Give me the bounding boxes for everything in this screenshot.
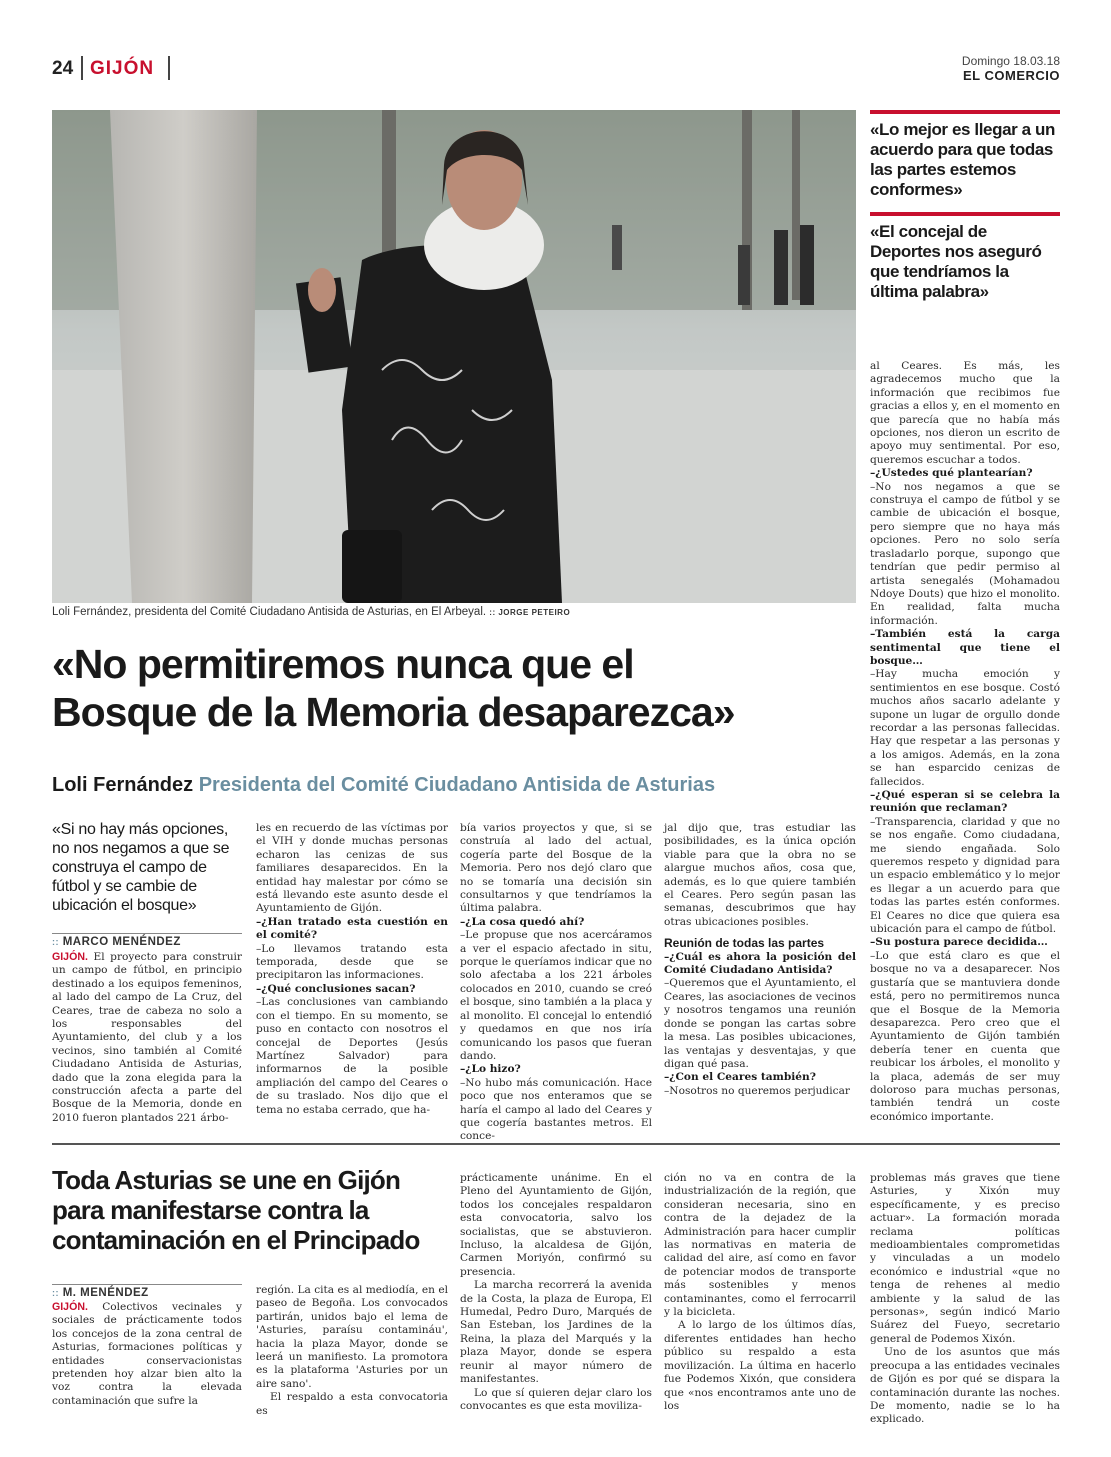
interview-question: –¿Qué conclusiones sacan?: [256, 982, 416, 995]
highlight-quote-text: «El concejal de Deportes nos aseguró que tendríamos la última palabra»: [870, 222, 1042, 301]
headline-line: Bosque de la Memoria desaparezca»: [52, 689, 735, 735]
article-column: [664, 822, 856, 1134]
interview-question: –¿Con el Ceares también?: [664, 1071, 816, 1084]
interview-answer: –Lo que está claro es que el bosque no va a desaparecer. Nos gustaría que se mantuviera donde está, pero no permitiremos nunca que el Bosque de la Memoria desaparezca. Pero creo que el Ayuntamiento de Gijón también debería tener en cuenta que reubicar los árboles, el monolito y la placa, además de ser muy doloroso para muchas personas, también tendrá un coste económico importante.: [870, 949, 1060, 1123]
interviewee-role: Presidenta del Comité Ciudadano Antisida de Asturias: [198, 774, 716, 796]
highlight-quotes: [870, 110, 1060, 314]
article-paragraph: La marcha recorrerá la avenida de la Costa, la plaza de Europa, El Humedal, Pedro Duro, Marqués de San Esteban, los Jardines de la Reina, la plaza del Marqués y la plaza Mayor, donde se espera reunir al mayor número de manifestantes.: [460, 1279, 652, 1386]
interview-question: –¿Lo hizo?: [460, 1063, 521, 1076]
article-paragraph: Uno de los asuntos que más preocupa a las entidades vecinales de Gijón es por qué se dispara la contaminación durante las noches. De momento, nadie se lo ha explicado.: [870, 1346, 1060, 1426]
body-text: El proyecto para construir un campo de fútbol, en principio destinado a los equipos femeninos, al lado del campo de La Cruz, del Ceares, trae de cabeza no solo a los responsables del Ayuntamiento, del club y a los vecinos, sino también al Comité Ciudadano Antisida de Asturias, dado que la zona elegida para la construcción afecta a parte del Bosque de la Memoria, donde en 2010 fueron plantados 221 árbo-: [52, 951, 242, 1124]
interviewee-line: [52, 774, 852, 797]
interview-answer: –Las conclusiones van cambiando con el tiempo. En su momento, se puso en contacto con nosotros el concejal de Deportes (Jesús Martínez Salvador) para informarnos de la posible ampliación del campo del Ceares o de su traslado. Nos dijo que el tema no estaba cerrado, que ha-: [256, 996, 448, 1116]
interview-answer: –Le propuse que nos acercáramos a ver el espacio afectado in situ, porque le queríamos indicar que no solo afectaba a los 221 árboles colocados en 2010, cuando se creó el bosque, sino también a la placa y al monolito. El concejal lo entendió y quedamos en que nos iría comunicando los pasos que fueran dando.: [460, 929, 652, 1062]
interview-question: –¿Han tratado esta cuestión en el comité?: [256, 915, 448, 942]
article-headline: [52, 640, 852, 736]
section-name: GIJÓN: [90, 58, 155, 79]
body-text: Colectivos vecinales y sociales de prácticamente todos los concejos de la zona central de Asturias, formaciones políticas y entidades conservacionistas pretenden hoy alzar bien alto la voz contra la elevada contaminación que sufre la: [52, 1301, 243, 1407]
interview-question: –¿Qué esperan si se celebra la reunión que reclaman?: [870, 789, 1060, 815]
interview-question: –¿Cuál es ahora la posición del Comité Ciudadano Antisida?: [664, 950, 856, 977]
author-name: M. MENÉNDEZ: [62, 1287, 149, 1299]
article-paragraph: ción no va en contra de la industrialización de la región, que consideran necesaria, sino en contra de la dejadez de la Administración para hacer cumplir las normativas en materia de calidad del aire, así como en favor de potenciar modos de transporte más sostenibles y menos contaminantes, como el ferrocarril y la bicicleta.: [664, 1172, 856, 1319]
interview-answer: –Hay mucha emoción y sentimientos en ese bosque. Costó muchos años sacarlo adelante y supone un lugar de orgullo donde recordar a las personas fallecidas. Hay que respetar a las personas y a los amigos. Además, en la zona se han esparcido cenizas de fallecidos.: [870, 668, 1060, 788]
page-number: 24: [52, 58, 74, 79]
interview-answer: –Transparencia, claridad y que no se nos engañe. Como ciudadana, me siendo engañada. Solo queremos respeto y dignidad para un espacio emblemático y lo mejor es llegar a un acuerdo para que todas las partes estén conformes. El Ceares no dice que quiera esa ubicación para el campo de fútbol.: [870, 815, 1060, 936]
author-dots: ::: [52, 937, 59, 947]
page-header: [52, 52, 1060, 86]
interview-question: –¿La cosa quedó ahí?: [460, 915, 585, 928]
dateline-city: GIJÓN.: [52, 1301, 88, 1313]
highlight-quote: [870, 110, 1060, 200]
interview-answer: –No hubo más comunicación. Hace poco que nos enteramos que se haría el campo al lado del Ceares y que cogería bastantes metros. El conce-: [460, 1076, 652, 1143]
interviewee-name: Loli Fernández: [52, 774, 194, 796]
highlight-quote: [870, 212, 1060, 302]
article-headline: Toda Asturias se une en Gijón para manifestarse contra la contaminación en el Principado: [52, 1165, 420, 1255]
article-paragraph: [52, 951, 242, 1125]
article-column: [460, 1172, 652, 1452]
article-subhead: Reunión de todas las partes: [664, 936, 825, 951]
article-column: [52, 951, 242, 1131]
headline-line: «No permitiremos nunca que el: [52, 641, 634, 687]
article-paragraph: Lo que sí quieren dejar claro los convocantes es que esta moviliza-: [460, 1386, 652, 1412]
photo-credit: :: JORGE PETEIRO: [489, 608, 571, 617]
interview-answer: –Queremos que el Ayuntamiento, el Ceares, las asociaciones de vecinos y nosotros tengamos una reunión donde se pongan las cartas sobre la mesa. Las posibles ubicaciones, las ventajas y desventajas, y que digan qué pasa.: [664, 977, 856, 1070]
caption-text: Loli Fernández, presidenta del Comité Ciudadano Antisida de Asturias, en El Arbeyal.: [52, 606, 487, 618]
article-paragraph: El respaldo a esta convocatoria es: [256, 1391, 448, 1417]
article-column: [460, 822, 652, 1143]
article-paragraph: [52, 1301, 242, 1408]
header-divider: [81, 56, 83, 80]
header-divider: [168, 56, 170, 80]
interview-question: –¿Ustedes qué plantearían?: [870, 467, 1033, 480]
article-column: [256, 822, 448, 1134]
article-paragraph: bía varios proyectos y que, si se construía al lado del actual, cogería parte del Bosque de la Memoria. Pero nos dejó claro que no se tomaría una decisión sin consultarnos y que tendríamos la última palabra.: [460, 822, 652, 915]
pull-quote: «Si no hay más opciones, no nos negamos a que se construya el campo de fútbol y se cambie de ubicación el bosque»: [52, 821, 230, 914]
article-paragraph: jal dijo que, tras estudiar las posibilidades, es la única opción viable para que la obra no se alargue muchos años, cosa que, además, es lo que quiere también el Ceares. Pero según pasan las semanas, descubrimos que hay otras ubicaciones posibles.: [664, 822, 856, 928]
interview-question: –Su postura parece decidida…: [870, 936, 1048, 949]
article-column: [870, 360, 1060, 1134]
interview-answer: –Nosotros no queremos perjudicar: [664, 1084, 850, 1097]
article-paragraph: región. La cita es al mediodía, en el paseo de Begoña. Los convocados partirán, unidos bajo el lema de 'Asturies, paraísu contamináu', hacia la plaza Mayor, donde se leerá un manifiesto. La promotora es la plataforma 'Asturies por un aire sano'.: [256, 1284, 448, 1390]
section-divider: [52, 1143, 1060, 1145]
interview-question: –También está la carga sentimental que tiene el bosque…: [870, 628, 1060, 667]
author-byline: [52, 1284, 242, 1299]
article-paragraph: les en recuerdo de las víctimas por el VIH y donde muchas personas echaron las cenizas de sus familiares desaparecidos. En la entidad hay malestar por cómo se está llevando este asunto desde el Ayuntamiento de Gijón.: [256, 822, 448, 915]
photo-caption: [52, 606, 856, 618]
article-column: [52, 1301, 242, 1451]
article-column: [870, 1172, 1060, 1452]
article-paragraph: problemas más graves que tiene Asturies, y Xixón muy específicamente, y es preciso actuar». La formación morada reclama políticas medioambientales comprometidas y vinculadas a un modelo económico e industrial «que no tenga de rehenes al medio ambiente y la salud de las personas», según indicó Mario Suárez del Fueyo, secretario general de Podemos Xixón.: [870, 1172, 1060, 1345]
article-column: [256, 1284, 448, 1452]
article-photo: [52, 110, 856, 603]
interview-answer: –No nos negamos a que se construya el campo de fútbol y se cambie de ubicación el bosque, pero siempre que no haya más opciones. Pero no solo sería trasladarlo porque, supongo que tendrían que pedir permiso al artista senegalés (Mohamadou Ndoye Douts) que hizo el monolito. En realidad, falta mucha información.: [870, 480, 1060, 627]
author-dots: ::: [52, 1288, 59, 1298]
newspaper-name: EL COMERCIO: [963, 68, 1060, 83]
article-column: [664, 1172, 856, 1452]
dateline-city: GIJÓN.: [52, 951, 88, 963]
article-paragraph: prácticamente unánime. En el Pleno del Ayuntamiento de Gijón, todos los concejales respaldaron esta convocatoria, salvo los socialistas, que se abstuvieron. Incluso, la alcaldesa de Gijón, Carmen Moriyón, confirmó su presencia.: [460, 1172, 652, 1278]
article-paragraph: al Ceares. Es más, les agradecemos mucho que la información que recibimos fue gracias a ellos y, en el momento en que parecía que no había más opciones, nos dieron un escrito de apoyo muy sentimental. Por eso, queremos escuchar a todos.: [870, 360, 1060, 466]
author-byline: [52, 933, 242, 948]
article-paragraph: A lo largo de los últimos días, diferentes entidades han hecho público su respaldo a esta movilización. La última en hacerlo fue Podemos Xixón, que considera que «nos encontramos ante uno de los: [664, 1319, 856, 1412]
interview-answer: –Lo llevamos tratando esta temporada, desde que se precipitaron las informaciones.: [256, 942, 448, 982]
author-name: MARCO MENÉNDEZ: [62, 936, 181, 948]
highlight-quote-text: «Lo mejor es llegar a un acuerdo para que todas las partes estemos conformes»: [870, 120, 1056, 199]
issue-date: Domingo 18.03.18: [961, 54, 1060, 68]
